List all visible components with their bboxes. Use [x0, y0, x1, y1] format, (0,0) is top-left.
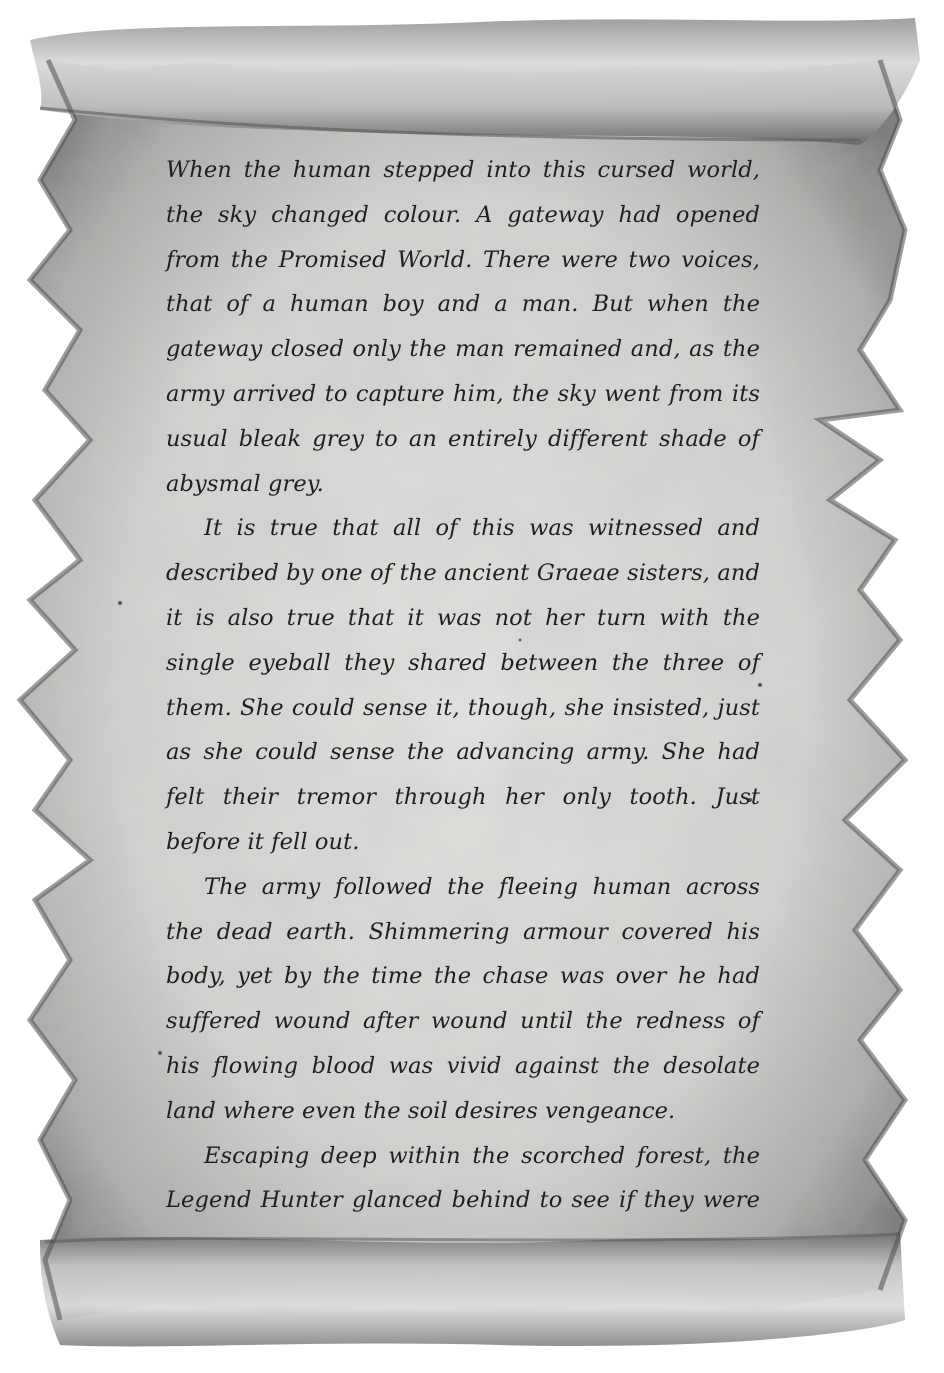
- story-paragraph-3: The army followed the fleeing human across the dead earth. Shimmering armour covered his body, yet by the time the chase was over he had suffered wound after wound until the redness of his flowing blood was vivid against the desolate land where even the soil desires vengeance.: [166, 873, 760, 1124]
- paper-speck: [158, 1051, 162, 1055]
- paper-speck: [118, 601, 122, 605]
- story-paragraph-2: It is true that all of this was witnessed and described by one of the ancient Graeae sisters, and it is also true that it was not her turn with the single eyeball they shared between the three of them. She could sense it, though, she insisted, just as she could sense the advancing army. She had felt their tremor through her only tooth. Just before it fell out.: [166, 515, 760, 855]
- story-paragraph-1: When the human stepped into this cursed world, the sky changed colour. A gateway had opened from the Promised World. There were two voices, that of a human boy and a man. But when the gateway closed only the man remained and, as the army arrived to capture him, the sky went from its usual bleak grey to an entirely different shade of abysmal grey.: [166, 157, 760, 497]
- story-paragraph-4: Escaping deep within the scorched forest, the Legend Hunter glanced behind to see if they were: [166, 1142, 760, 1214]
- story-text: [166, 148, 760, 1223]
- bottom-roll: [40, 1232, 905, 1346]
